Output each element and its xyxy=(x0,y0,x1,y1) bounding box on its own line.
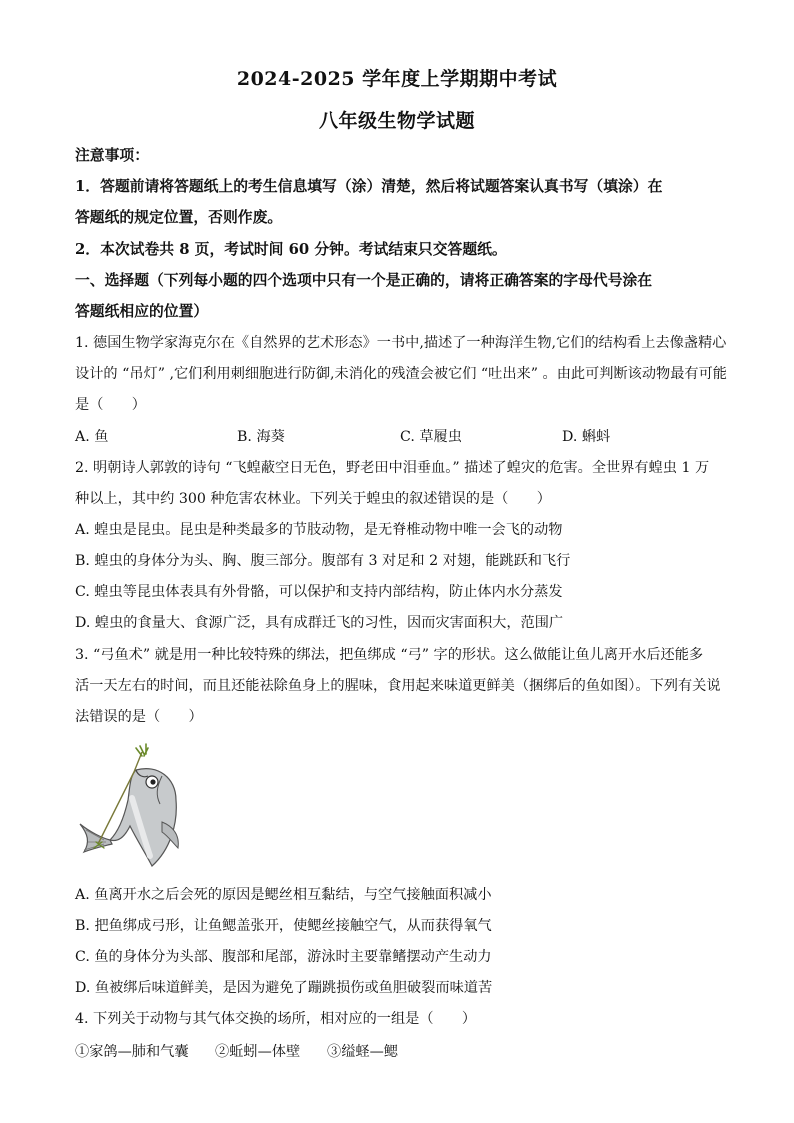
q4-item-3: ③缢蛏—鳃 xyxy=(327,1044,398,1060)
q2-stem-line-1: 2. 明朝诗人郭敦的诗句 “飞蝗蔽空日无色，野老田中泪垂血。” 描述了蝗灾的危害。全世界有蝗虫 1 万 xyxy=(75,460,710,476)
exam-title: 2024-2025 学年度上学期期中考试 xyxy=(236,68,558,90)
q3-option-b: B. 把鱼绑成弓形，让鱼鳃盖张开，使鳃丝接触空气，从而获得氧气 xyxy=(75,918,492,934)
q1-option-c: C. 草履虫 xyxy=(400,429,462,445)
q2-option-d: D. 蝗虫的食量大、食源广泛，具有成群迁飞的习性，因而灾害面积大，范围广 xyxy=(75,615,564,631)
q3-option-d: D. 鱼被绑后味道鲜美，是因为避免了蹦跳损伤或鱼胆破裂而味道苦 xyxy=(75,980,493,996)
q1-option-b: B. 海葵 xyxy=(237,429,285,445)
q4-stem-line-1: 4. 下列关于动物与其气体交换的场所，相对应的一组是（ ） xyxy=(75,1011,477,1027)
section-1-heading-line-1: 一、选择题（下列每小题的四个选项中只有一个是正确的，请将正确答案的字母代号涂在 xyxy=(75,272,653,289)
notice-item-1-line-2: 答题纸的规定位置，否则作废。 xyxy=(75,209,283,226)
q3-stem-line-2: 活一天左右的时间，而且还能祛除鱼身上的腥味，食用起来味道更鲜美（捆绑后的鱼如图）。下列有关说 xyxy=(75,678,721,694)
q1-option-d: D. 蝌蚪 xyxy=(562,429,611,445)
q2-option-c: C. 蝗虫等昆虫体表具有外骨骼，可以保护和支持内部结构，防止体内水分蒸发 xyxy=(75,584,563,600)
q4-item-1: ①家鸽—肺和气囊 xyxy=(75,1044,189,1060)
exam-subtitle: 八年级生物学试题 xyxy=(318,110,475,132)
q3-option-c: C. 鱼的身体分为头部、腹部和尾部，游泳时主要靠鳍摆动产生动力 xyxy=(75,949,492,965)
notice-heading: 注意事项： xyxy=(75,147,149,164)
q1-option-a: A. 鱼 xyxy=(75,429,109,445)
q1-stem-line-3: 是（ ） xyxy=(75,397,146,413)
section-1-heading-line-2: 答题纸相应的位置） xyxy=(75,303,209,320)
q2-stem-line-2: 种以上，其中约 300 种危害农林业。下列关于蝗虫的叙述错误的是（ ） xyxy=(75,491,551,507)
notice-item-2: 2．本次试卷共 8 页，考试时间 60 分钟。考试结束只交答题纸。 xyxy=(75,241,507,258)
bound-fish-illustration xyxy=(76,738,186,868)
notice-item-1-line-1: 1．答题前请将答题纸上的考生信息填写（涂）清楚，然后将试题答案认真书写（填涂）在 xyxy=(75,178,663,195)
q2-option-a: A. 蝗虫是昆虫。昆虫是种类最多的节肢动物，是无脊椎动物中唯一会飞的动物 xyxy=(75,522,563,538)
q3-stem-line-3: 法错误的是（ ） xyxy=(75,709,203,725)
q2-option-b: B. 蝗虫的身体分为头、胸、腹三部分。腹部有 3 对足和 2 对翅，能跳跃和飞行 xyxy=(75,553,571,569)
q3-option-a: A. 鱼离开水之后会死的原因是鳃丝相互黏结，与空气接触面积减小 xyxy=(75,887,492,903)
q1-stem-line-1: 1. 德国生物学家海克尔在《自然界的艺术形态》一书中,描述了一种海洋生物,它们的结构看上去像盏精心 xyxy=(75,335,727,351)
q1-stem-line-2: 设计的 “吊灯” ,它们利用刺细胞进行防御,未消化的残渣会被它们 “吐出来” 。由此可判断该动物最有可能 xyxy=(75,366,727,382)
q4-item-2: ②蚯蚓—体壁 xyxy=(215,1044,301,1060)
q3-stem-line-1: 3. “弓鱼术” 就是用一种比较特殊的绑法，把鱼绑成 “弓” 字的形状。这么做能让鱼儿离开水后还能多 xyxy=(75,647,704,663)
